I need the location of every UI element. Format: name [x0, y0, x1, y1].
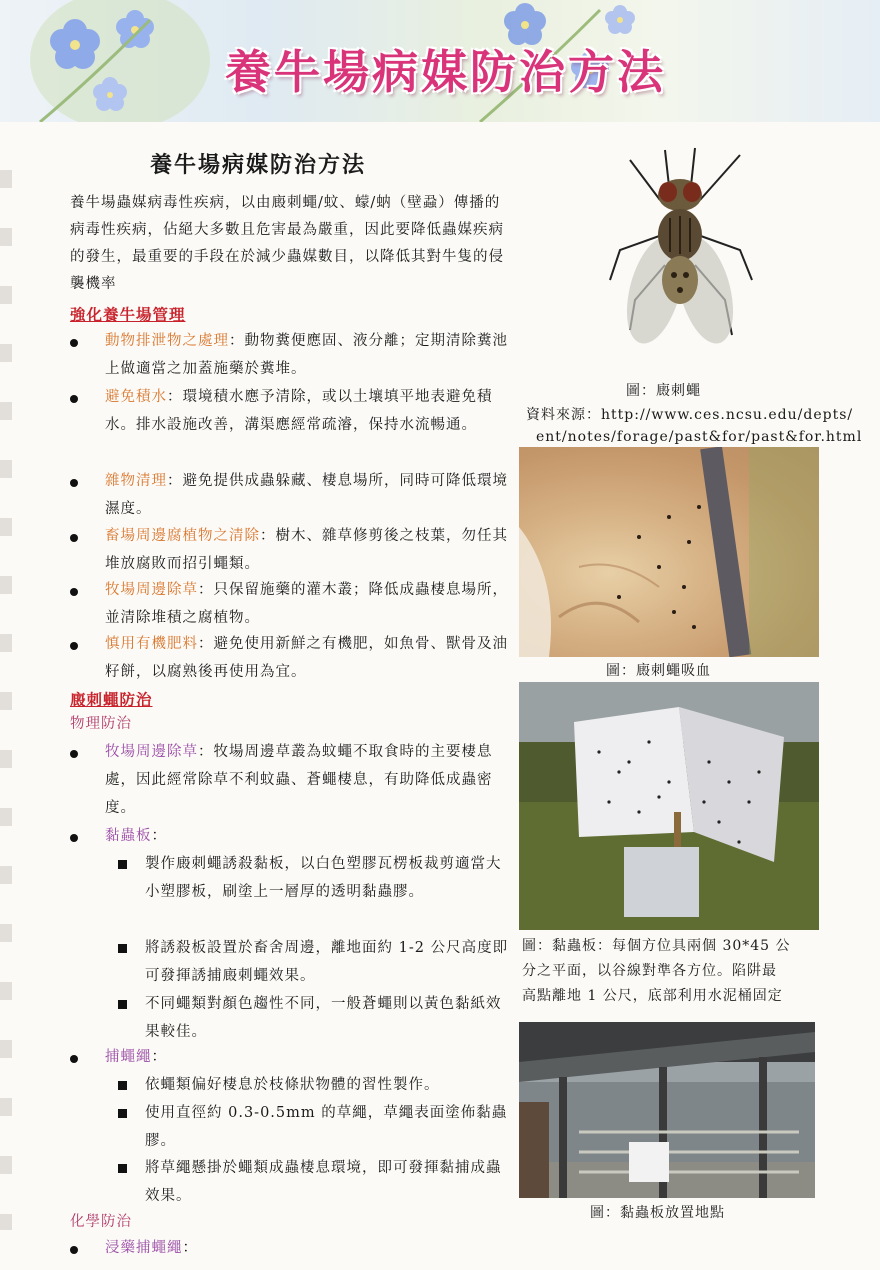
subheading-physical-control: 物理防治 — [70, 716, 132, 732]
bullet-icon — [70, 1055, 78, 1063]
sub-item-text: 將誘殺板設置於畜舍周邊，離地面約 1-2 公尺高度即可發揮誘捕廄刺蠅效果。 — [145, 940, 509, 984]
cow-caption: 圖：廄刺蠅吸血 — [606, 663, 711, 679]
page-bleed-through — [0, 130, 12, 1230]
fly-source-line2: ent/notes/forage/past&for/past&for.html — [536, 429, 863, 445]
bullet-icon — [70, 479, 78, 487]
square-bullet-icon — [118, 1164, 127, 1173]
item-label: 畜場周邊腐植物之清除 — [105, 528, 260, 544]
barn-caption: 圖：黏蟲板放置地點 — [590, 1205, 725, 1221]
fly-illustration — [600, 140, 760, 370]
square-bullet-icon — [118, 860, 127, 869]
item-text: ：動物糞便應固、液分離；定期清除糞池上做適當之加蓋施藥於糞堆。 — [105, 333, 508, 377]
bullet-icon — [70, 395, 78, 403]
square-bullet-icon — [118, 1081, 127, 1090]
article-title: 養牛場病媒防治方法 — [150, 152, 367, 178]
fly-caption: 圖：廄刺蠅 — [626, 383, 701, 399]
item-label: 雜物清理 — [105, 473, 167, 489]
bullet-icon — [70, 588, 78, 596]
item-label: 牧場周邊除草 — [105, 744, 198, 760]
item-text: ：環境積水應予清除，或以土壤填平地表避免積水。排水設施改善，溝渠應經常疏濬，保持水流暢通。 — [105, 389, 493, 433]
sub-list-item — [70, 934, 510, 990]
header-banner — [0, 0, 880, 122]
item-label: 牧場周邊除草 — [105, 582, 198, 598]
cow-photo-details — [519, 447, 819, 657]
sub-item-text: 不同蠅類對顏色趨性不同，一般蒼蠅則以黃色黏紙效果較佳。 — [145, 996, 502, 1040]
list-item — [70, 1234, 510, 1262]
sub-item-text: 將草繩懸掛於蠅類成蟲棲息環境，即可發揮黏捕成蟲效果。 — [145, 1160, 502, 1204]
sub-item-text: 依蠅類偏好棲息於枝條狀物體的習性製作。 — [145, 1077, 440, 1093]
barn-photo-details — [519, 1022, 815, 1198]
list-item — [70, 1043, 510, 1071]
section-heading-farm-management: 強化養牛場管理 — [70, 305, 186, 324]
list-item — [70, 327, 510, 383]
sub-item-text: 製作廄刺蠅誘殺黏板，以白色塑膠瓦楞板裁剪適當大小塑膠板，刷塗上一層厚的透明黏蟲膠。 — [145, 856, 502, 900]
bullet-icon — [70, 534, 78, 542]
sub-list-item — [70, 850, 510, 906]
list-item — [70, 822, 510, 850]
item-text: ：牧場周邊草叢為蚊蠅不取食時的主要棲息處，因此經常除草不利蚊蟲、蒼蠅棲息，有助降低成蟲密度。 — [105, 744, 493, 816]
item-label: 避免積水 — [105, 389, 167, 405]
square-bullet-icon — [118, 1109, 127, 1118]
trap-caption-line1: 圖：黏蟲板：每個方位具兩個 30*45 公 — [522, 938, 791, 954]
cow-with-flies-photo — [519, 447, 819, 657]
list-item — [70, 738, 510, 822]
sub-list-item — [70, 1099, 510, 1155]
barn-photo — [519, 1022, 815, 1198]
trap-caption-line3: 高點離地 1 公尺，底部利用水泥桶固定 — [522, 988, 783, 1004]
fly-source-line1: 資料來源：http://www.ces.ncsu.edu/depts/ — [526, 407, 854, 423]
list-item — [70, 467, 510, 523]
section-heading-stable-fly-control: 廄刺蠅防治 — [70, 690, 153, 709]
item-text: ：避免使用新鮮之有機肥，如魚骨、獸骨及油籽餅，以腐熟後再使用為宜。 — [105, 636, 508, 680]
bullet-icon — [70, 750, 78, 758]
bullet-icon — [70, 339, 78, 347]
item-text: ：樹木、雜草修剪後之枝葉，勿任其堆放腐敗而招引蠅類。 — [105, 528, 508, 572]
item-text: ： — [151, 828, 167, 844]
item-label: 捕蠅繩 — [105, 1049, 152, 1065]
list-item — [70, 383, 510, 439]
stable-fly-photo — [600, 140, 760, 370]
item-text: ：避免提供成蟲躲藏、棲息場所，同時可降低環境濕度。 — [105, 473, 508, 517]
list-item — [70, 576, 510, 632]
square-bullet-icon — [118, 1000, 127, 1009]
sub-list-item — [70, 990, 510, 1046]
item-label: 動物排泄物之處理 — [105, 333, 229, 349]
square-bullet-icon — [118, 944, 127, 953]
subheading-chemical-control: 化學防治 — [70, 1214, 132, 1230]
list-item — [70, 630, 510, 686]
item-label: 浸藥捕蠅繩 — [105, 1240, 183, 1256]
item-label: 慎用有機肥料 — [105, 636, 198, 652]
trap-caption-line2: 分之平面，以谷線對準各方位。陷阱最 — [522, 963, 777, 979]
list-item — [70, 522, 510, 578]
bullet-icon — [70, 834, 78, 842]
sticky-trap-photo — [519, 682, 819, 930]
sub-list-item — [70, 1154, 510, 1210]
intro-paragraph: 養牛場蟲媒病毒性疾病，以由廄刺蠅/蚊、蠓/蚋（壁蝨）傳播的病毒性疾病，佔絕大多數且危害最為嚴重，因此要降低蟲媒疾病的發生，最重要的手段在於減少蟲媒數目，以降低其對牛隻的侵襲機率 — [70, 195, 504, 292]
bullet-icon — [70, 1246, 78, 1254]
banner-title: 養牛場病媒防治方法 — [225, 45, 666, 99]
sub-item-text: 使用直徑約 0.3-0.5mm 的草繩，草繩表面塗佈黏蟲膠。 — [145, 1105, 508, 1149]
item-label: 黏蟲板 — [105, 828, 152, 844]
item-text: ： — [151, 1049, 167, 1065]
item-text: ：只保留施藥的灌木叢；降低成蟲棲息場所，並清除堆積之腐植物。 — [105, 582, 508, 626]
item-text: ： — [182, 1240, 198, 1256]
trap-photo-details — [519, 682, 819, 930]
sub-list-item — [70, 1071, 510, 1099]
bullet-icon — [70, 642, 78, 650]
